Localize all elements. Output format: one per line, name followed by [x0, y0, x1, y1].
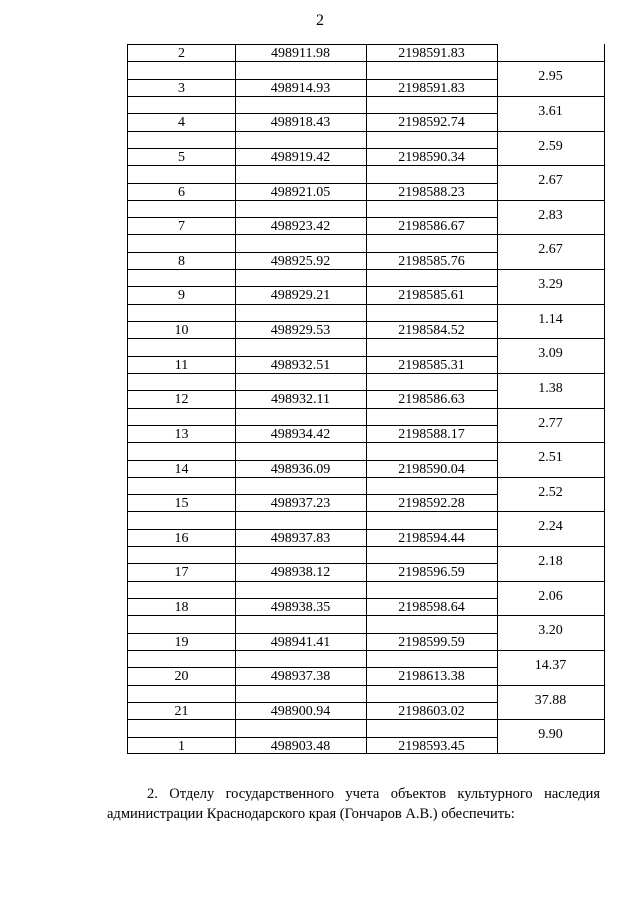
empty-cell: [128, 373, 236, 390]
empty-cell: [497, 286, 605, 303]
empty-cell: [235, 269, 367, 286]
x-coordinate-cell: 498937.38: [235, 667, 367, 684]
distance-cell: [497, 61, 605, 85]
distance-row: [127, 511, 604, 535]
distance-cell: [497, 200, 605, 223]
y-coordinate-cell: 2198603.02: [366, 702, 498, 719]
empty-cell: [235, 131, 367, 148]
point-number-cell: 3: [128, 79, 236, 96]
distance-cell: [497, 304, 605, 327]
empty-cell: [128, 511, 236, 528]
x-coordinate-cell: 498929.21: [235, 286, 367, 303]
distance-value: 3.29: [538, 277, 563, 293]
empty-cell: [497, 148, 605, 165]
y-coordinate-cell: 2198585.76: [366, 252, 498, 269]
y-coordinate-cell: 2198598.64: [366, 598, 498, 615]
y-coordinate-cell: 2198590.34: [366, 148, 498, 165]
x-coordinate-cell: 498900.94: [235, 702, 367, 719]
empty-cell: [366, 165, 498, 182]
empty-cell: [497, 217, 605, 234]
y-coordinate-cell: 2198591.83: [366, 79, 498, 96]
point-number-cell: 13: [128, 425, 236, 442]
table-row: [127, 79, 604, 96]
distance-cell: [497, 442, 605, 466]
distance-value: 14.37: [534, 657, 567, 673]
empty-cell: [366, 650, 498, 667]
empty-cell: [235, 200, 367, 217]
x-coordinate-cell: 498921.05: [235, 183, 367, 200]
empty-cell: [497, 598, 605, 615]
distance-row: [127, 442, 604, 466]
distance-row: [127, 408, 604, 431]
distance-cell: [497, 546, 605, 570]
point-number-cell: 20: [128, 667, 236, 684]
distance-value: 3.20: [538, 623, 563, 639]
empty-cell: [366, 719, 498, 736]
empty-cell: [497, 563, 605, 580]
distance-row: [127, 131, 604, 154]
y-coordinate-cell: 2198586.63: [366, 390, 498, 407]
distance-row: [127, 165, 604, 189]
empty-cell: [235, 408, 367, 425]
table-row: [127, 183, 604, 200]
empty-cell: [128, 650, 236, 667]
y-coordinate-cell: 2198593.45: [366, 737, 498, 754]
table-row: [127, 356, 604, 373]
empty-cell: [235, 442, 367, 459]
point-number-cell: 7: [128, 217, 236, 234]
distance-row: [127, 719, 604, 743]
distance-value: 2.95: [538, 69, 563, 85]
distance-value: 2.67: [538, 242, 563, 258]
empty-cell: [497, 667, 605, 684]
table-row: [127, 252, 604, 269]
empty-cell: [235, 234, 367, 251]
distance-value: 2.06: [538, 588, 563, 604]
distance-value: 9.90: [538, 727, 563, 743]
empty-cell: [235, 477, 367, 494]
empty-cell: [497, 494, 605, 511]
empty-cell: [366, 338, 498, 355]
empty-cell: [366, 477, 498, 494]
table-row: [127, 425, 604, 442]
empty-cell: [366, 442, 498, 459]
distance-cell: [497, 165, 605, 189]
y-coordinate-cell: 2198594.44: [366, 529, 498, 546]
empty-cell: [366, 581, 498, 598]
point-number-cell: 16: [128, 529, 236, 546]
distance-row: [127, 650, 604, 673]
empty-cell: [128, 234, 236, 251]
empty-cell: [235, 546, 367, 563]
empty-cell: [128, 408, 236, 425]
table-row: [127, 598, 604, 615]
empty-cell: [366, 408, 498, 425]
distance-cell: [497, 131, 605, 154]
table-row: [127, 633, 604, 650]
empty-cell: [235, 581, 367, 598]
y-coordinate-cell: 2198592.74: [366, 113, 498, 130]
point-number-cell: 12: [128, 390, 236, 407]
distance-row: [127, 200, 604, 223]
empty-cell: [497, 113, 605, 130]
empty-cell: [366, 615, 498, 632]
empty-cell: [497, 529, 605, 546]
empty-cell: [235, 373, 367, 390]
distance-row: [127, 234, 604, 258]
distance-cell: [497, 511, 605, 535]
empty-cell: [128, 200, 236, 217]
distance-row: [127, 615, 604, 639]
point-number-cell: 10: [128, 321, 236, 338]
paragraph-line-1: 2. Отделу государственного учета объектов культурного наследия: [147, 786, 600, 802]
x-coordinate-cell: 498911.98: [235, 44, 367, 61]
point-number-cell: 8: [128, 252, 236, 269]
empty-cell: [235, 96, 367, 113]
table-row: [127, 702, 604, 719]
empty-cell: [497, 252, 605, 269]
empty-cell: [235, 719, 367, 736]
x-coordinate-cell: 498936.09: [235, 460, 367, 477]
empty-cell: [497, 633, 605, 650]
page-number: 2: [316, 12, 324, 29]
empty-cell: [497, 321, 605, 338]
table-row: [127, 148, 604, 165]
distance-row: [127, 581, 604, 604]
distance-value: 1.38: [538, 380, 563, 396]
empty-cell: [235, 615, 367, 632]
y-coordinate-cell: 2198585.31: [366, 356, 498, 373]
x-coordinate-cell: 498914.93: [235, 79, 367, 96]
empty-cell: [497, 460, 605, 477]
empty-cell: [366, 304, 498, 321]
y-coordinate-cell: 2198590.04: [366, 460, 498, 477]
empty-cell: [235, 338, 367, 355]
empty-cell: [366, 234, 498, 251]
x-coordinate-cell: 498937.23: [235, 494, 367, 511]
empty-cell: [128, 61, 236, 78]
empty-cell: [366, 269, 498, 286]
distance-value: 2.18: [538, 554, 563, 570]
distance-cell: [497, 373, 605, 396]
empty-cell: [128, 615, 236, 632]
distance-row: [127, 373, 604, 396]
y-coordinate-cell: 2198596.59: [366, 563, 498, 580]
x-coordinate-cell: 498929.53: [235, 321, 367, 338]
distance-value: 2.51: [538, 450, 563, 466]
distance-row: [127, 304, 604, 327]
empty-cell: [235, 511, 367, 528]
x-coordinate-cell: 498932.51: [235, 356, 367, 373]
distance-value: 2.77: [538, 415, 563, 431]
x-coordinate-cell: 498923.42: [235, 217, 367, 234]
point-number-cell: 4: [128, 113, 236, 130]
point-number-cell: 1: [128, 737, 236, 754]
table-row: [127, 286, 604, 303]
table-row: [127, 113, 604, 130]
distance-row: [127, 685, 604, 708]
empty-cell: [235, 650, 367, 667]
distance-value: 2.52: [538, 484, 563, 500]
empty-cell: [366, 511, 498, 528]
distance-cell: [497, 685, 605, 708]
distance-value: 2.83: [538, 207, 563, 223]
empty-cell: [128, 546, 236, 563]
x-coordinate-cell: 498919.42: [235, 148, 367, 165]
empty-cell: [497, 79, 605, 96]
distance-value: 1.14: [538, 311, 563, 327]
empty-cell: [366, 373, 498, 390]
coordinates-table: [127, 44, 604, 754]
distance-cell: [497, 234, 605, 258]
x-coordinate-cell: 498918.43: [235, 113, 367, 130]
empty-cell: [497, 737, 605, 754]
empty-cell: [497, 702, 605, 719]
point-number-cell: 19: [128, 633, 236, 650]
body-paragraph: [107, 784, 600, 824]
distance-cell: [497, 408, 605, 431]
y-coordinate-cell: 2198584.52: [366, 321, 498, 338]
empty-cell: [128, 304, 236, 321]
empty-cell: [366, 61, 498, 78]
distance-row: [127, 338, 604, 362]
y-coordinate-cell: 2198585.61: [366, 286, 498, 303]
point-number-cell: 14: [128, 460, 236, 477]
empty-cell: [497, 44, 605, 61]
empty-cell: [366, 685, 498, 702]
empty-cell: [128, 165, 236, 182]
table-row: [127, 321, 604, 338]
x-coordinate-cell: 498934.42: [235, 425, 367, 442]
distance-cell: [497, 650, 605, 673]
table-row: [127, 494, 604, 511]
distance-value: 2.59: [538, 138, 563, 154]
table-row: [127, 737, 604, 754]
empty-cell: [128, 338, 236, 355]
distance-row: [127, 546, 604, 570]
distance-cell: [497, 269, 605, 293]
empty-cell: [128, 477, 236, 494]
table-row: [127, 667, 604, 684]
empty-cell: [366, 131, 498, 148]
y-coordinate-cell: 2198613.38: [366, 667, 498, 684]
empty-cell: [497, 425, 605, 442]
empty-cell: [128, 719, 236, 736]
table-row: [127, 563, 604, 580]
empty-cell: [366, 96, 498, 113]
empty-cell: [235, 61, 367, 78]
empty-cell: [128, 581, 236, 598]
distance-row: [127, 96, 604, 119]
x-coordinate-cell: 498925.92: [235, 252, 367, 269]
distance-cell: [497, 615, 605, 639]
distance-value: 37.88: [534, 692, 567, 708]
x-coordinate-cell: 498937.83: [235, 529, 367, 546]
distance-value: 2.67: [538, 173, 563, 189]
y-coordinate-cell: 2198591.83: [366, 44, 498, 61]
y-coordinate-cell: 2198588.17: [366, 425, 498, 442]
empty-cell: [235, 304, 367, 321]
y-coordinate-cell: 2198588.23: [366, 183, 498, 200]
y-coordinate-cell: 2198586.67: [366, 217, 498, 234]
empty-cell: [235, 685, 367, 702]
table-row: [127, 529, 604, 546]
point-number-cell: 6: [128, 183, 236, 200]
x-coordinate-cell: 498938.12: [235, 563, 367, 580]
distance-value: 3.61: [538, 103, 563, 119]
distance-row: [127, 477, 604, 500]
point-number-cell: 9: [128, 286, 236, 303]
distance-cell: [497, 338, 605, 362]
point-number-cell: 15: [128, 494, 236, 511]
empty-cell: [497, 183, 605, 200]
distance-cell: [497, 477, 605, 500]
empty-cell: [366, 200, 498, 217]
distance-row: [127, 269, 604, 293]
table-row: [127, 217, 604, 234]
point-number-cell: 2: [128, 44, 236, 61]
paragraph-line-2: администрации Краснодарского края (Гончаров А.В.) обеспечить:: [107, 806, 515, 822]
y-coordinate-cell: 2198599.59: [366, 633, 498, 650]
empty-cell: [235, 165, 367, 182]
x-coordinate-cell: 498932.11: [235, 390, 367, 407]
table-row: [127, 44, 604, 61]
x-coordinate-cell: 498941.41: [235, 633, 367, 650]
empty-cell: [128, 96, 236, 113]
distance-cell: [497, 719, 605, 743]
empty-cell: [128, 442, 236, 459]
point-number-cell: 5: [128, 148, 236, 165]
distance-cell: [497, 96, 605, 119]
point-number-cell: 21: [128, 702, 236, 719]
empty-cell: [128, 269, 236, 286]
point-number-cell: 18: [128, 598, 236, 615]
x-coordinate-cell: 498938.35: [235, 598, 367, 615]
empty-cell: [128, 685, 236, 702]
distance-value: 2.24: [538, 519, 563, 535]
y-coordinate-cell: 2198592.28: [366, 494, 498, 511]
empty-cell: [366, 546, 498, 563]
point-number-cell: 11: [128, 356, 236, 373]
empty-cell: [497, 356, 605, 373]
table-row: [127, 460, 604, 477]
point-number-cell: 17: [128, 563, 236, 580]
table-row: [127, 390, 604, 407]
distance-row: [127, 61, 604, 85]
x-coordinate-cell: 498903.48: [235, 737, 367, 754]
empty-cell: [128, 131, 236, 148]
empty-cell: [497, 390, 605, 407]
distance-value: 3.09: [538, 346, 563, 362]
distance-cell: [497, 581, 605, 604]
